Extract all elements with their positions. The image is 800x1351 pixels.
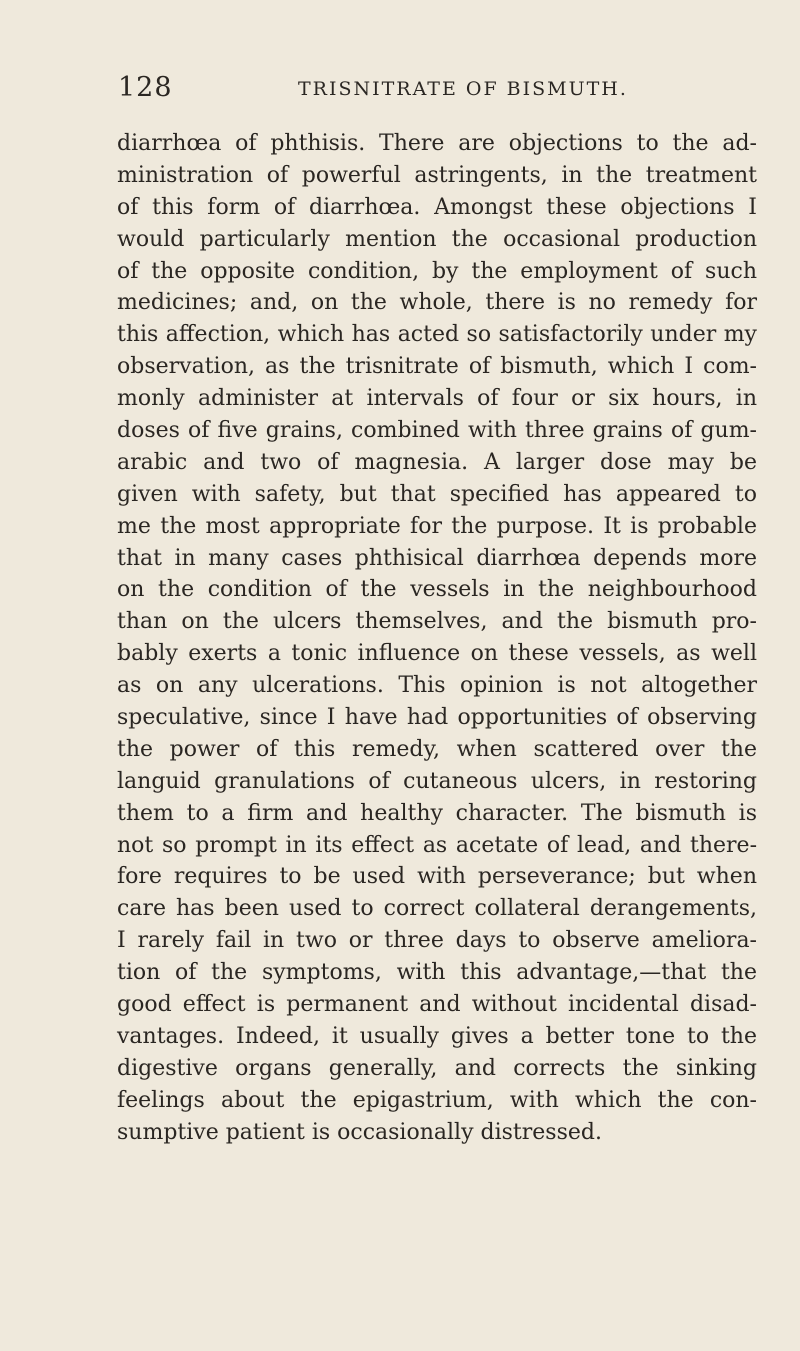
text-line: of the opposite condition, by the employment of such — [117, 258, 757, 284]
text-line: good effect is permanent and without incidental disad- — [117, 992, 757, 1018]
text-line: vantages. Indeed, it usually gives a better tone to the — [117, 1023, 757, 1049]
text-line: ministration of powerful astringents, in the treatment — [117, 162, 757, 188]
text-line: as on any ulcerations. This opinion is not altogether — [117, 673, 757, 699]
text-line: doses of five grains, combined with three grains of gum- — [117, 418, 757, 444]
text-line: observation, as the trisnitrate of bismuth, which I com- — [117, 354, 757, 380]
page-number: 128 — [118, 72, 173, 103]
text-line: on the condition of the vessels in the neighbourhood — [117, 577, 757, 603]
running-head: TRISNITRATE OF BISMUTH. — [298, 78, 628, 100]
text-line: speculative, since I have had opportunities of observing — [117, 705, 757, 731]
page-header — [118, 72, 748, 112]
text-line: digestive organs generally, and corrects the sinking — [117, 1055, 757, 1081]
text-line: monly administer at intervals of four or six hours, in — [117, 386, 757, 412]
text-line: the power of this remedy, when scattered over the — [117, 736, 757, 762]
text-line: not so prompt in its effect as acetate of lead, and there- — [117, 832, 757, 858]
text-line: than on the ulcers themselves, and the bismuth pro- — [117, 609, 757, 635]
text-line: sumptive patient is occasionally distressed. — [117, 1119, 602, 1145]
text-line: given with safety, but that specified has appeared to — [117, 481, 757, 507]
text-line: this affection, which has acted so satisfactorily under my — [117, 322, 757, 348]
text-line: would particularly mention the occasional production — [117, 226, 757, 252]
text-line: them to a firm and healthy character. The bismuth is — [117, 800, 757, 826]
text-line: diarrhœa of phthisis. There are objections to the ad- — [117, 131, 757, 156]
text-line: fore requires to be used with perseverance; but when — [117, 864, 757, 890]
text-line: medicines; and, on the whole, there is no remedy for — [117, 290, 757, 316]
text-line: bably exerts a tonic influence on these vessels, as well — [117, 641, 757, 667]
text-line: arabic and two of magnesia. A larger dose may be — [117, 449, 757, 475]
text-line: feelings about the epigastrium, with which the con- — [117, 1087, 757, 1113]
text-line: languid granulations of cutaneous ulcers, in restoring — [117, 768, 757, 794]
text-line: me the most appropriate for the purpose. It is probable — [117, 513, 757, 539]
text-line: tion of the symptoms, with this advantage,—that the — [117, 960, 757, 986]
body-paragraph — [117, 128, 757, 1149]
text-line: I rarely fail in two or three days to observe ameliora- — [117, 928, 757, 954]
text-line: care has been used to correct collateral derangements, — [117, 896, 757, 922]
text-line: that in many cases phthisical diarrhœa depends more — [117, 545, 757, 571]
text-line: of this form of diarrhœa. Amongst these objections I — [117, 194, 757, 220]
